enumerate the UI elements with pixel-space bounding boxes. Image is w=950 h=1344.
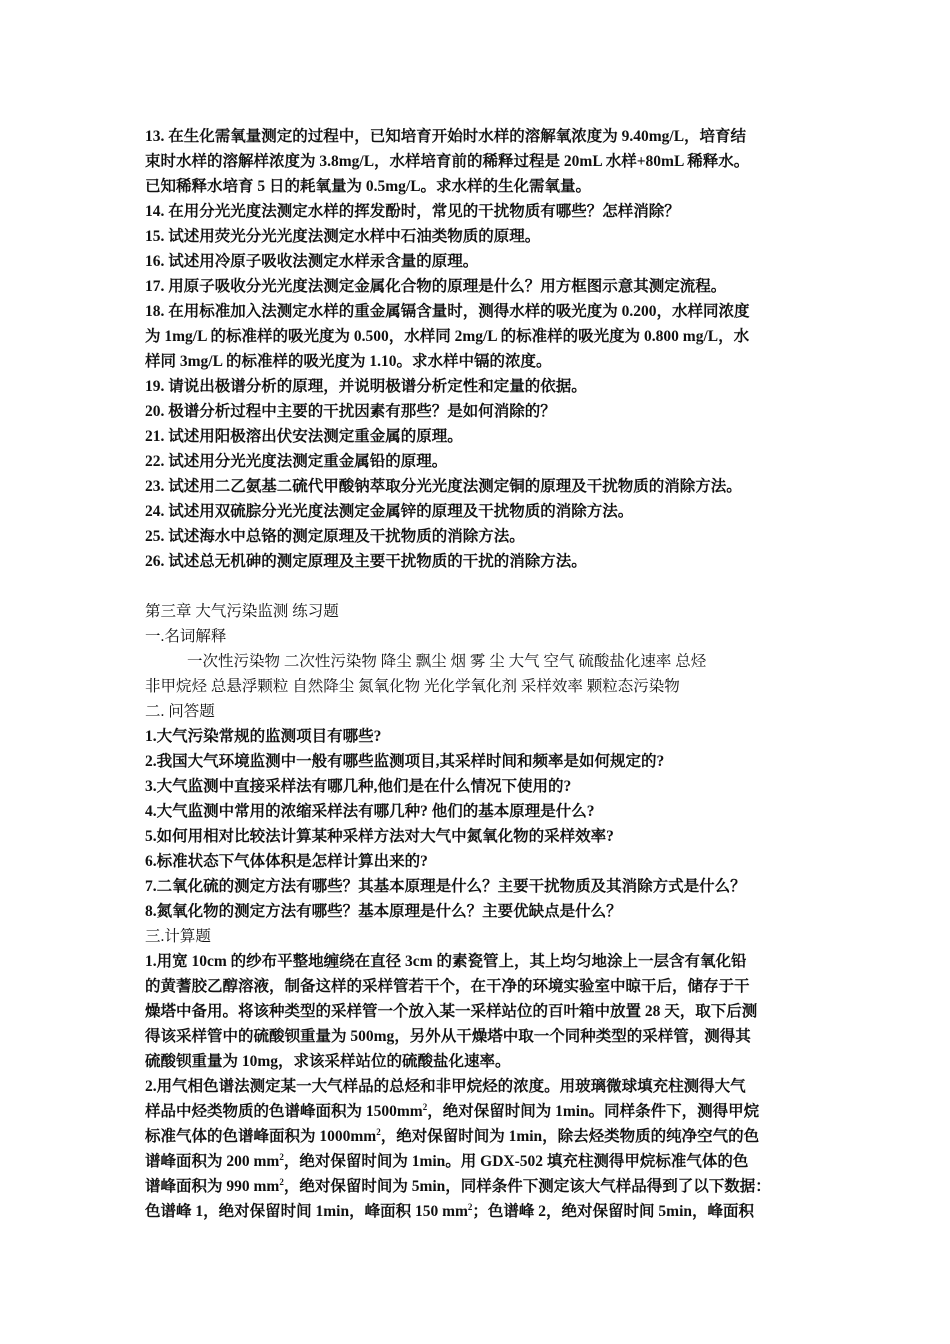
text-line: 21. 试述用阳极溶出伏安法测定重金属的原理。 [145,428,463,445]
text-line: 为 1mg/L 的标准样的吸光度为 0.500，水样同 2mg/L 的标准样的吸光度为 0.800 mg/L，水 [145,328,750,345]
text-fragment: ，绝对保留时间为 1min，除去烃类物质的纯净空气的色 [380,1128,760,1145]
text-line [145,1124,810,1149]
text-line: 15. 试述用荧光分光光度法测定水样中石油类物质的原理。 [145,228,541,245]
text-line: 1.用宽 10cm 的纱布平整地缠绕在直径 3cm 的素瓷管上，其上均匀地涂上一层含有氧化铅 [145,953,747,970]
superscript: 2 [422,1102,428,1112]
text-line: 23. 试述用二乙氨基二硫代甲酸钠萃取分光光度法测定铜的原理及干扰物质的消除方法。 [145,478,742,495]
text-line: 18. 在用标准加入法测定水样的重金属镉含量时，测得水样的吸光度为 0.200，水样同浓度 [145,303,750,320]
text-line [145,1199,810,1224]
text-line: 得该采样管中的硫酸钡重量为 500mg，另外从干燥塔中取一个同种类型的采样管，测得其 [145,1028,751,1045]
text-line [145,1099,810,1124]
text-line: 的黄蓍胶乙醇溶液，制备这样的采样管若干个，在干净的环境实验室中晾干后，储存于干 [145,978,750,995]
superscript: 2 [279,1177,284,1187]
text-fragment: ；色谱峰 2，绝对保留时间 5min，峰面积 [472,1203,755,1220]
text-line [145,1174,810,1199]
qa-list [145,724,810,924]
superscript: 2 [376,1127,381,1137]
section-title-calc: 三.计算题 [145,928,211,945]
calc-problem-2 [145,1074,810,1224]
text-fragment: 谱峰面积为 200 mm [145,1153,280,1170]
text-line: 硫酸钡重量为 10mg，求该采样站位的硫酸盐化速率。 [145,1053,511,1070]
text-line: 已知稀释水培育 5 日的耗氧量为 0.5mg/L。求水样的生化需氧量。 [145,178,592,195]
section-title-definitions: 一.名词解释 [145,628,227,645]
text-line: 22. 试述用分光光度法测定重金属铅的原理。 [145,453,448,470]
qa-item: 4.大气监测中常用的浓缩采样法有哪几种? 他们的基本原理是什么? [145,803,595,820]
text-fragment: 谱峰面积为 990 mm [145,1178,280,1195]
chapter2-questions [145,124,810,574]
text-line: 束时水样的溶解样浓度为 3.8mg/L，水样培育前的稀释过程是 20mL 水样+80mL 稀释水。 [145,153,750,170]
terms-line: 一次性污染物 二次性污染物 降尘 飘尘 烟 雾 尘 大气 空气 硫酸盐化速率 总烃 [187,653,707,670]
qa-item: 8.氮氧化物的测定方法有哪些？基本原理是什么？主要优缺点是什么？ [145,903,622,920]
text-line: 14. 在用分光光度法测定水样的挥发酚时，常见的干扰物质有哪些？怎样消除？ [145,203,680,220]
qa-item: 2.我国大气环境监测中一般有哪些监测项目,其采样时间和频率是如何规定的? [145,753,665,770]
terms-line: 非甲烷烃 总悬浮颗粒 自然降尘 氮氧化物 光化学氧化剂 采样效率 颗粒态污染物 [145,678,680,695]
text-line: 2.用气相色谱法测定某一大气样品的总烃和非甲烷烃的浓度。用玻璃微球填充柱测得大气 [145,1078,746,1095]
qa-item: 1.大气污染常规的监测项目有哪些? [145,728,382,745]
text-line: 26. 试述总无机砷的测定原理及主要干扰物质的干扰的消除方法。 [145,553,587,570]
text-line: 19. 请说出极谱分析的原理，并说明极谱分析定性和定量的依据。 [145,378,587,395]
text-fragment: ，绝对保留时间为 1min。同样条件下，测得甲烷 [427,1103,760,1120]
paragraph-gap [145,574,810,599]
text-line: 20. 极谱分析过程中主要的干扰因素有那些？是如何消除的？ [145,403,556,420]
chapter-title: 第三章 大气污染监测 练习题 [145,603,339,620]
text-line: 燥塔中备用。将该种类型的采样管一个放入某一采样站位的百叶箱中放置 28 天，取下后测 [145,1003,758,1020]
section-title-qa: 二. 问答题 [145,703,215,720]
document-body [145,124,810,1224]
text-line: 样同 3mg/L 的标准样的吸光度为 1.10。求水样中镉的浓度。 [145,353,552,370]
text-line: 25. 试述海水中总铬的测定原理及干扰物质的消除方法。 [145,528,525,545]
text-fragment: 标准气体的色谱峰面积为 1000mm [145,1128,377,1145]
qa-item: 7.二氧化硫的测定方法有哪些？其基本原理是什么？主要干扰物质及其消除方式是什么？ [145,878,746,895]
text-line: 17. 用原子吸收分光光度法测定金属化合物的原理是什么？用方框图示意其测定流程。 [145,278,727,295]
qa-item: 5.如何用相对比较法计算某种采样方法对大气中氮氧化物的采样效率? [145,828,614,845]
text-fragment: 色谱峰 1，绝对保留时间 1min，峰面积 150 mm [145,1203,468,1220]
text-fragment: ，绝对保留时间为 1min。用 GDX-502 填充柱测得甲烷标准气体的色 [283,1153,749,1170]
text-fragment: 样品中烃类物质的色谱峰面积为 1500mm [145,1103,423,1120]
text-line: 16. 试述用冷原子吸收法测定水样汞含量的原理。 [145,253,479,270]
calc-problem-1 [145,949,810,1074]
superscript: 2 [467,1202,473,1212]
text-line: 24. 试述用双硫腙分光光度法测定金属锌的原理及干扰物质的消除方法。 [145,503,634,520]
superscript: 2 [279,1152,284,1162]
qa-item: 6.标准状态下气体体积是怎样计算出来的? [145,853,428,870]
text-line [145,1149,810,1174]
text-line: 13. 在生化需氧量测定的过程中，已知培育开始时水样的溶解氧浓度为 9.40mg/L，培育结 [145,128,747,145]
text-fragment: ，绝对保留时间为 5min，同样条件下测定该大气样品得到了以下数据： [283,1178,771,1195]
qa-item: 3.大气监测中直接采样法有哪几种,他们是在什么情况下使用的? [145,778,572,795]
